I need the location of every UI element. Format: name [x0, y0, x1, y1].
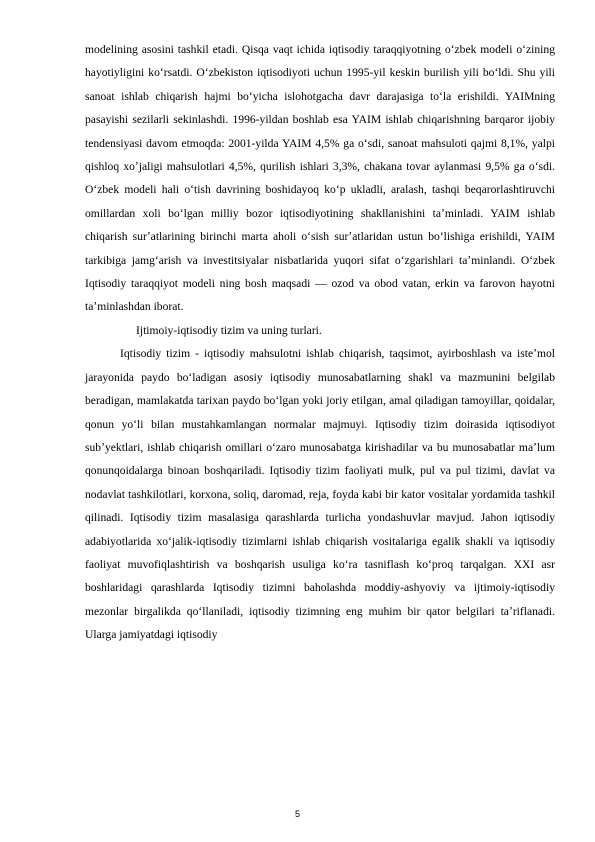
page-number: 5 [294, 809, 300, 819]
paragraph-2: Iqtisodiy tizim - iqtisodiy mahsulotni ishlab chiqarish, taqsimot, ayirboshlash va isteʼmol jarayonida paydo boʻladigan asosiy iqtisodiy munosabatlarning shakl va mazmunini belgilab beradigan, mamlakatda tarixan paydo boʻlgan yoki joriy etilgan, amal qiladigan tamoyillar, qoidalar, qonun yoʻli bilan mustahkamlangan normalar majmuyi. Iqtisodiy tizim doirasida iqtisodiyot subʼyektlari, ishlab chiqarish omillari oʻzaro munosabatga kirishadilar va bu munosabatlar maʼlum qonunqoidalarga binoan boshqariladi. Iqtisodiy tizim faoliyati mulk, pul va pul tizimi, davlat va nodavlat tashkilotlari, korxona, soliq, daromad, reja, foyda kabi bir kator vositalar yordamida tashkil qilinadi. Iqtisodiy tizim masalasiga qarashlarda turlicha yondashuvlar mavjud. Jahon iqtisodiy adabiyotlarida xoʻjalik-iqtisodiy tizimlarni ishlab chiqarish vositalariga egalik shakli va iqtisodiy faoliyat muvofiqlashtirish va boshqarish usuliga koʻra tasniflash koʻproq tarqalgan. XXI asr boshlaridagi qarashlarda Iqtisodiy tizimni baholashda moddiy-ashyoviy va ijtimoiy-iqtisodiy mezonlar birgalikda qoʻllaniladi, iqtisodiy tizimning eng muhim bir qator belgilari taʼriflanadi. Ularga jamiyatdagi iqtisodiy [85, 347, 555, 642]
section-heading: Ijtimoiy-iqtisodiy tizim va uning turlari. [136, 323, 322, 337]
paragraph-1: modelining asosini tashkil etadi. Qisqa vaqt ichida iqtisodiy taraqqiyotning oʻzbek modeli oʻzining hayotiyligini koʻrsatdi. Oʻzbekiston iqtisodiyoti uchun 1995-yil keskin burilish yili boʻldi. Shu yili sanoat ishlab chiqarish hajmi boʻyicha islohotgacha davr darajasiga toʻla erishildi. YAIMning pasayishi sezilarli sekinlashdi. 1996-yildan boshlab esa YAIM ishlab chiqarishning barqaror ijobiy tendensiyasi davom etmoqda: 2001-yilda YAIM 4,5% ga oʻsdi, sanoat mahsuloti qajmi 8,1%, yalpi qishloq xoʼjaligi mahsulotlari 4,5%, qurilish ishlari 3,3%, chakana tovar aylanmasi 9,5% ga oʻsdi. Oʻzbek modeli hali oʻtish davrining boshidayoq koʻp ukladli, aralash, tashqi beqarorlashtiruvchi omillardan xoli boʻlgan milliy bozor iqtisodiyotining shakllanishini taʼminladi. YAIM ishlab chiqarish surʼatlarining birinchi marta aholi oʻsish surʼatlaridan ustun boʻlishiga erishildi, YAIM tarkibiga jamgʻarish va investitsiyalar nisbatlarida yuqori sifat oʻzgarishlari taʼminlandi. Oʻzbek Iqtisodiy taraqqiyot modeli ning bosh maqsadi — ozod va obod vatan, erkin va farovon hayotni taʼminlashdan iborat. [85, 43, 555, 314]
text-body [85, 38, 555, 647]
